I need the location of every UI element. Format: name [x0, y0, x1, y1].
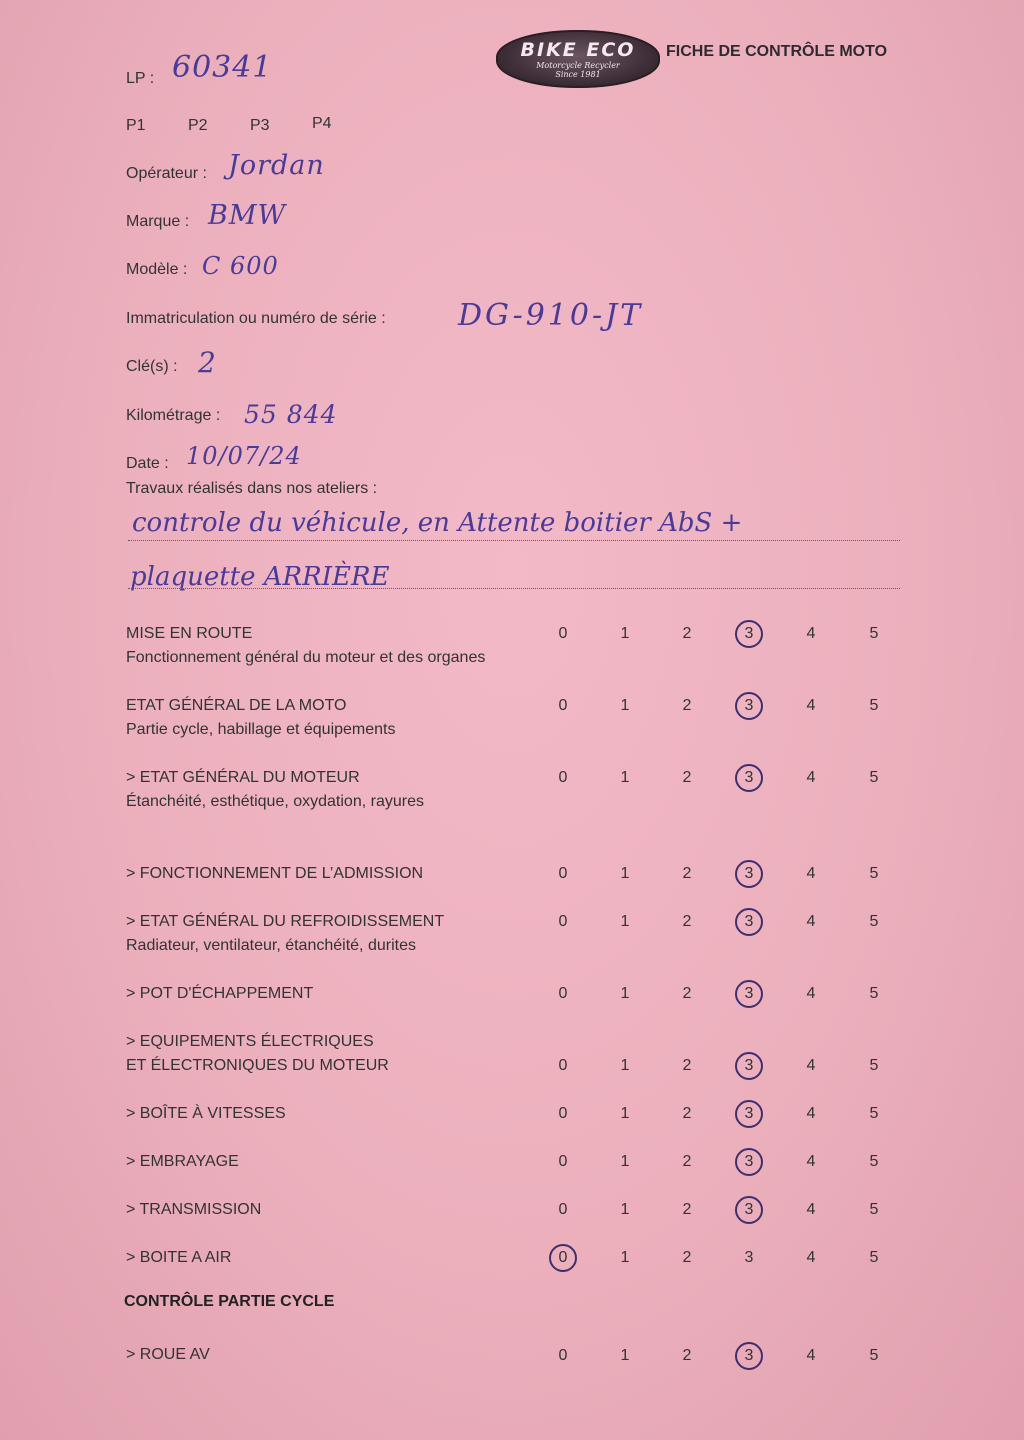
score-option: 1: [620, 913, 630, 930]
travaux-line-1: controle du véhicule, en Attente boitier AbS +: [132, 508, 743, 538]
score-option: 4: [806, 1347, 816, 1364]
score-option: 4: [806, 985, 816, 1002]
score-option: 2: [682, 1057, 692, 1074]
score-selected: 3: [735, 764, 763, 792]
rating-row-subtitle: Fonctionnement général du moteur et des organes: [126, 649, 486, 666]
operateur-label: Opérateur :: [126, 165, 207, 182]
logo-brand: BIKE ECO: [520, 39, 636, 61]
immatriculation-label: Immatriculation ou numéro de série :: [126, 310, 386, 327]
score-selected: 3: [735, 908, 763, 936]
score-selected: 3: [735, 1196, 763, 1224]
score-option: 0: [558, 1105, 568, 1122]
score-option: 1: [620, 1249, 630, 1266]
rating-row-title: > TRANSMISSION: [126, 1201, 262, 1218]
score-option: 5: [869, 1249, 879, 1266]
score-option: 5: [869, 985, 879, 1002]
score-option: 4: [806, 865, 816, 882]
score-option: 0: [558, 1201, 568, 1218]
score-selected: 0: [549, 1244, 577, 1272]
date-label: Date :: [126, 455, 169, 472]
operateur-value: Jordan: [228, 150, 325, 181]
position-p4: P4: [312, 115, 332, 132]
rating-row-subtitle: Radiateur, ventilateur, étanchéité, durites: [126, 937, 416, 954]
score-option: 5: [869, 913, 879, 930]
score-option: 5: [869, 1347, 879, 1364]
score-option: 4: [806, 697, 816, 714]
travaux-dotted-line-1: [128, 540, 900, 541]
score-selected: 3: [735, 1100, 763, 1128]
score-option: 2: [682, 1347, 692, 1364]
position-p2: P2: [188, 117, 208, 134]
score-option: 2: [682, 1249, 692, 1266]
lp-value: 60341: [172, 50, 273, 85]
score-option: 0: [558, 1347, 568, 1364]
score-option: 1: [620, 1347, 630, 1364]
score-option: 2: [682, 697, 692, 714]
score-selected: 3: [735, 692, 763, 720]
section-title-partie-cycle: CONTRÔLE PARTIE CYCLE: [124, 1293, 335, 1310]
travaux-line-2: plaquette ARRIÈRE: [130, 562, 390, 592]
score-option: 5: [869, 865, 879, 882]
score-option: 0: [558, 913, 568, 930]
score-selected: 3: [735, 1342, 763, 1370]
rating-row-title: ETAT GÉNÉRAL DE LA MOTO: [126, 697, 347, 714]
rating-row-title: > EQUIPEMENTS ÉLECTRIQUES: [126, 1033, 374, 1050]
score-option: 4: [806, 1057, 816, 1074]
score-option: 0: [558, 769, 568, 786]
rating-row-title: MISE EN ROUTE: [126, 625, 253, 642]
cles-value: 2: [198, 346, 217, 379]
score-option: 2: [682, 913, 692, 930]
score-option: 1: [620, 625, 630, 642]
position-p3: P3: [250, 117, 270, 134]
score-option: 4: [806, 769, 816, 786]
score-selected: 3: [735, 980, 763, 1008]
rating-row-title: > ETAT GÉNÉRAL DU MOTEUR: [126, 769, 360, 786]
score-option: 1: [620, 769, 630, 786]
score-option: 1: [620, 1153, 630, 1170]
score-selected: 3: [735, 1052, 763, 1080]
score-option: 2: [682, 1201, 692, 1218]
marque-label: Marque :: [126, 213, 190, 230]
score-option: 1: [620, 1201, 630, 1218]
score-option: 4: [806, 913, 816, 930]
form-title: FICHE DE CONTRÔLE MOTO: [666, 43, 888, 60]
score-selected: 3: [735, 620, 763, 648]
immatriculation-value: DG-910-JT: [458, 298, 644, 333]
score-option: 4: [806, 1201, 816, 1218]
score-option: 5: [869, 769, 879, 786]
score-option: 4: [806, 1249, 816, 1266]
score-option: 0: [558, 865, 568, 882]
score-option: 5: [869, 1201, 879, 1218]
rating-row-subtitle: Étanchéité, esthétique, oxydation, rayures: [126, 793, 424, 810]
rating-row-title: > FONCTIONNEMENT DE L’ADMISSION: [126, 865, 424, 882]
score-option: 0: [558, 1057, 568, 1074]
logo-tagline-1: Motorcycle Recycler: [536, 61, 620, 70]
score-option: 1: [620, 697, 630, 714]
rating-row-title: > EMBRAYAGE: [126, 1153, 239, 1170]
score-option: 4: [806, 1105, 816, 1122]
score-option: 0: [558, 1153, 568, 1170]
score-option: 1: [620, 985, 630, 1002]
modele-value: C 600: [202, 252, 279, 280]
score-option: 0: [558, 697, 568, 714]
cles-label: Clé(s) :: [126, 358, 178, 375]
score-option: 2: [682, 865, 692, 882]
score-option: 3: [744, 1249, 754, 1266]
date-value: 10/07/24: [186, 442, 302, 470]
rating-row-subtitle: Partie cycle, habillage et équipements: [126, 721, 396, 738]
score-option: 2: [682, 769, 692, 786]
score-option: 5: [869, 1105, 879, 1122]
score-option: 1: [620, 865, 630, 882]
score-option: 4: [806, 1153, 816, 1170]
score-option: 2: [682, 1105, 692, 1122]
bike-eco-logo: [496, 30, 660, 88]
score-option: 1: [620, 1057, 630, 1074]
lp-label: LP :: [126, 70, 155, 87]
score-option: 5: [869, 1153, 879, 1170]
travaux-dotted-line-2: [128, 588, 900, 589]
score-option: 4: [806, 625, 816, 642]
travaux-label: Travaux réalisés dans nos ateliers :: [126, 480, 378, 497]
score-option: 0: [558, 625, 568, 642]
score-selected: 3: [735, 860, 763, 888]
score-option: 2: [682, 625, 692, 642]
rating-row-title: > ROUE AV: [126, 1346, 210, 1363]
logo-tagline-2: Since 1981: [555, 70, 601, 79]
rating-row-title: > BOÎTE À VITESSES: [126, 1105, 286, 1122]
marque-value: BMW: [208, 200, 287, 231]
score-option: 1: [620, 1105, 630, 1122]
score-selected: 3: [735, 1148, 763, 1176]
kilometrage-value: 55 844: [244, 400, 338, 429]
position-p1: P1: [126, 117, 146, 134]
rating-row-subtitle: ET ÉLECTRONIQUES DU MOTEUR: [126, 1057, 389, 1074]
kilometrage-label: Kilométrage :: [126, 407, 221, 424]
score-option: 5: [869, 697, 879, 714]
score-option: 5: [869, 1057, 879, 1074]
score-option: 2: [682, 985, 692, 1002]
modele-label: Modèle :: [126, 261, 188, 278]
score-option: 5: [869, 625, 879, 642]
rating-row-title: > ETAT GÉNÉRAL DU REFROIDISSEMENT: [126, 913, 445, 930]
score-option: 0: [558, 985, 568, 1002]
score-option: 2: [682, 1153, 692, 1170]
rating-row-title: > BOITE A AIR: [126, 1249, 232, 1266]
rating-row-title: > POT D'ÉCHAPPEMENT: [126, 985, 314, 1002]
